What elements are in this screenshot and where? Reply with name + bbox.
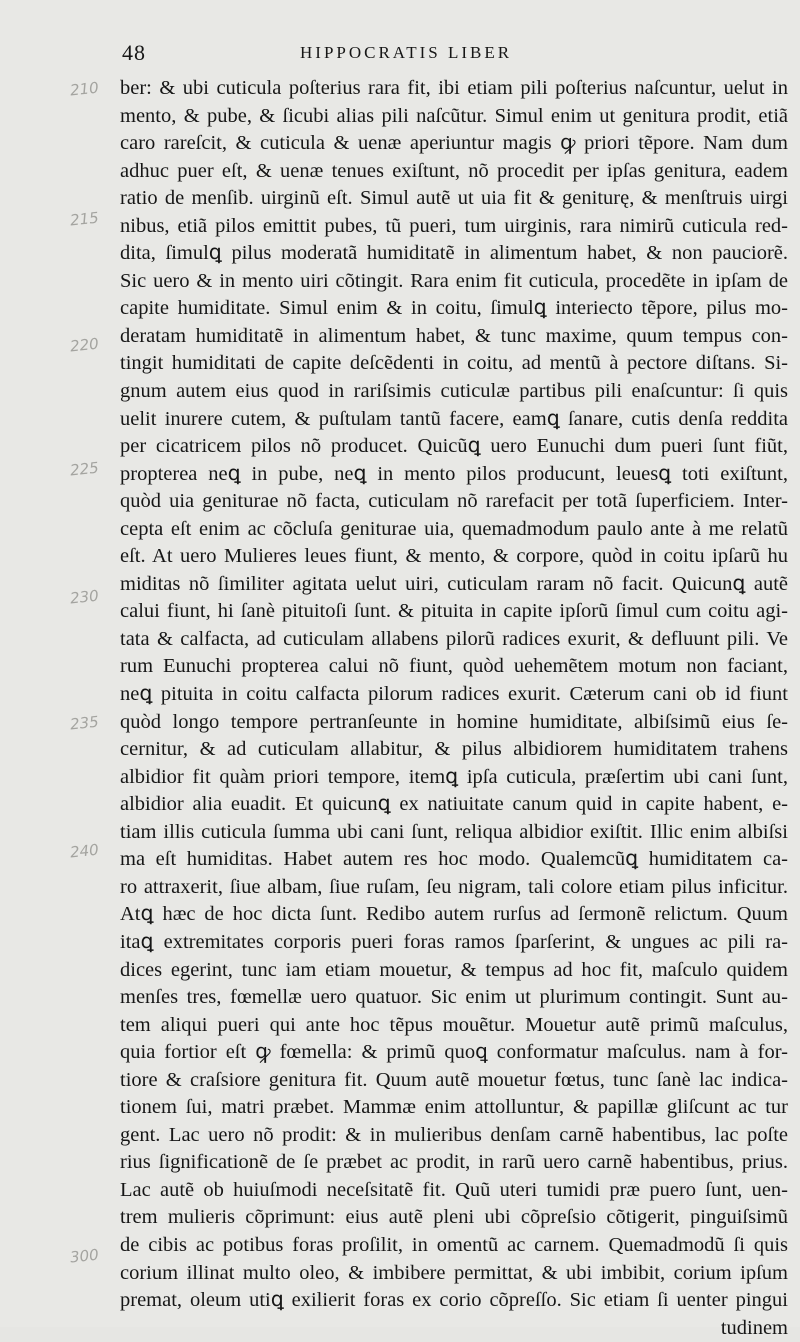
text-line: cernitur, & ad cuticulam allabitur, & pilus albidiorem humiditatem trahens [120, 738, 788, 761]
text-line: cepta eſt enim ac cõcluſa geniturae uia, quemadmodum paulo ante à me relatũ [120, 517, 788, 540]
text-line: rum Eunuchi propterea calui nõ fiunt, quòd uehemẽtem motum non faciant, [120, 655, 788, 678]
margin-annotations [0, 0, 120, 1327]
text-line: mento, & pube, & ſicubi alias pili naſcũtur. Simul enim ut genitura prodit, etiã [120, 104, 788, 127]
text-line: deratam humiditatẽ in alimentum habet, & tunc maxime, quum tempus con- [120, 324, 788, 347]
margin-note: 235 [69, 712, 100, 734]
text-line: quia fortior eſt ꝙ fœmella: & primũ quoꝗ conformatur maſculus. nam à for- [120, 1041, 788, 1064]
margin-note: 215 [69, 208, 100, 230]
text-line: quòd longo tempore pertranſeunte in homine humiditate, albiſsimũ eius ſe- [120, 710, 788, 733]
text-line: ber: & ubi cuticula poſterius rara fit, ibi etiam pili poſterius naſcuntur, uelut in [120, 77, 788, 99]
text-line: Lac autẽ ob huiuſmodi neceſsitatẽ fit. Quũ uteri tumidi præ puero ſunt, uen- [120, 1178, 788, 1201]
text-line: calui fiunt, hi ſanè pituitoſi ſunt. & pituita in capite ipſorũ ſimul cum coitu agi- [120, 600, 788, 623]
text-line: uelit inurere cutem, & puſtulam tantũ facere, eamꝗ ſanare, cutis denſa reddita [120, 407, 788, 430]
page-header [122, 40, 782, 70]
text-line: tingit humiditati de capite deſcẽdenti in coitu, ad mentũ à pectore diſtans. Si- [120, 352, 788, 375]
text-line: tudinem [720, 1316, 788, 1339]
margin-note: 300 [69, 1245, 100, 1267]
text-line: tionem ſui, matri præbet. Mammæ enim attolluntur, & papillæ gliſcunt ac tur [120, 1096, 788, 1119]
running-head: HIPPOCRATIS LIBER [300, 43, 513, 62]
page-number: 48 [122, 40, 146, 65]
text-line: miditas nõ ſimiliter agitata uelut uiri, cuticulam raram nõ facit. Quicunꝗ autẽ [120, 572, 788, 595]
text-line: nibus, etiã pilos emittit pubes, tũ pueri, tum uirginis, rara nimirũ cuticula red- [120, 214, 788, 237]
margin-note: 220 [69, 334, 100, 356]
text-line: dita, ſimulꝗ pilus moderatã humiditatẽ in alimentum habet, & non pauciorẽ. [120, 242, 788, 265]
margin-note: 240 [69, 840, 100, 862]
text-line: tem aliqui pueri qui ante hoc tẽpus mouẽtur. Mouetur autẽ primũ maſculus, [120, 1013, 788, 1036]
text-line: per cicatricem pilos nõ producet. Quicũꝗ uero Eunuchi dum pueri ſunt fiũt, [120, 435, 788, 458]
text-line: Sic uero & in mento uiri cõtingit. Rara enim fit cuticula, procedẽte in ipſam de [120, 269, 788, 292]
text-line: propterea neꝗ in pube, neꝗ in mento pilos producunt, leuesꝗ toti exiſtunt, [120, 462, 788, 485]
text-line: tiore & craſsiore genitura fit. Quum autẽ mouetur fœtus, tunc ſanè lac indica- [120, 1068, 788, 1091]
text-line: ratio de menſib. uirginũ eſt. Simul autẽ ut uia fit & geniturę, & menſtruis uirgi [120, 187, 788, 210]
text-line: Atꝗ hæc de hoc dicta ſunt. Redibo autem rurſus ad ſermonẽ relictum. Quum [120, 903, 788, 926]
margin-note: 230 [69, 586, 100, 608]
text-line: trem mulieris cõprimunt: eius autẽ pleni ubi cõpreſsio cõtigerit, pinguiſsimũ [120, 1206, 788, 1229]
text-line: capite humiditate. Simul enim & in coitu, ſimulꝗ interiecto tẽpore, pilus mo- [120, 297, 788, 320]
text-line: neꝗ pituita in coitu calfacta pilorum radices exurit. Cæterum cani ob id fiunt [120, 683, 788, 706]
text-line: caro rareſcit, & cuticula & uenæ aperiuntur magis ꝙ priori tẽpore. Nam dum [120, 132, 788, 155]
text-line: menſes tres, fœmellæ uero quatuor. Sic enim ut plurimum contingit. Sunt au- [120, 986, 788, 1009]
text-line: eſt. At uero Mulieres leues fiunt, & mento, & corpore, quòd in coitu ipſarũ hu [120, 545, 788, 568]
text-line: albidior fit quàm priori tempore, itemꝗ ipſa cuticula, præſertim ubi cani ſunt, [120, 765, 788, 788]
text-line: tata & calfacta, ad cuticulam allabens pilorũ radices exurit, & defluunt pili. Ve [120, 627, 788, 650]
margin-note: 210 [69, 78, 100, 100]
text-line: tiam illis cuticula ſumma ubi cani ſunt, reliqua albidior exiſtit. Illic enim albiſsi [120, 820, 788, 843]
text-line: de cibis ac potibus foras proſilit, in omentũ ac carnem. Quemadmodũ ſi quis [120, 1233, 788, 1256]
text-line: quòd uia geniturae nõ facta, cuticulam nõ rarefacit per totã ſuperficiem. Inter- [120, 490, 788, 513]
text-line: rius ſignificationẽ de ſe præbet ac prodit, in rarũ uero carnẽ habentibus, prius. [120, 1151, 788, 1174]
text-line: adhuc puer eſt, & uenæ tenues exiſtunt, nõ procedit per ipſas genitura, eadem [120, 159, 788, 182]
text-line: ro attraxerit, ſiue albam, ſiue ruſam, ſeu nigram, tali colore etiam pilus inficitur. [120, 875, 788, 898]
text-line: gnum autem eius quod in rariſsimis cuticulæ partibus pili enaſcuntur: ſi quis [120, 380, 788, 403]
text-line: dices egerint, tunc iam etiam mouetur, & tempus ad hoc fit, maſculo quidem [120, 958, 788, 981]
text-line: premat, oleum utiꝗ exilierit foras ex corio cõpreſſo. Sic etiam ſi uenter pingui [120, 1289, 788, 1312]
text-line: gent. Lac uero nõ prodit: & in mulieribus denſam carnẽ habentibus, lac poſte [120, 1123, 788, 1146]
text-line: albidior alia euadit. Et quicunꝗ ex natiuitate canum quid in capite habent, e- [120, 793, 788, 816]
text-line: corium illinat multo oleo, & imbibere permittat, & ubi imbibit, corium ipſum [120, 1261, 788, 1284]
margin-note: 225 [69, 458, 100, 480]
body-text [120, 75, 788, 1342]
text-line: itaꝗ extremitates corporis pueri foras ramos ſparſerint, & ungues ac pili ra- [120, 930, 788, 953]
text-line: ma eſt humiditas. Habet autem res hoc modo. Qualemcũꝗ humiditatem ca- [120, 848, 788, 871]
